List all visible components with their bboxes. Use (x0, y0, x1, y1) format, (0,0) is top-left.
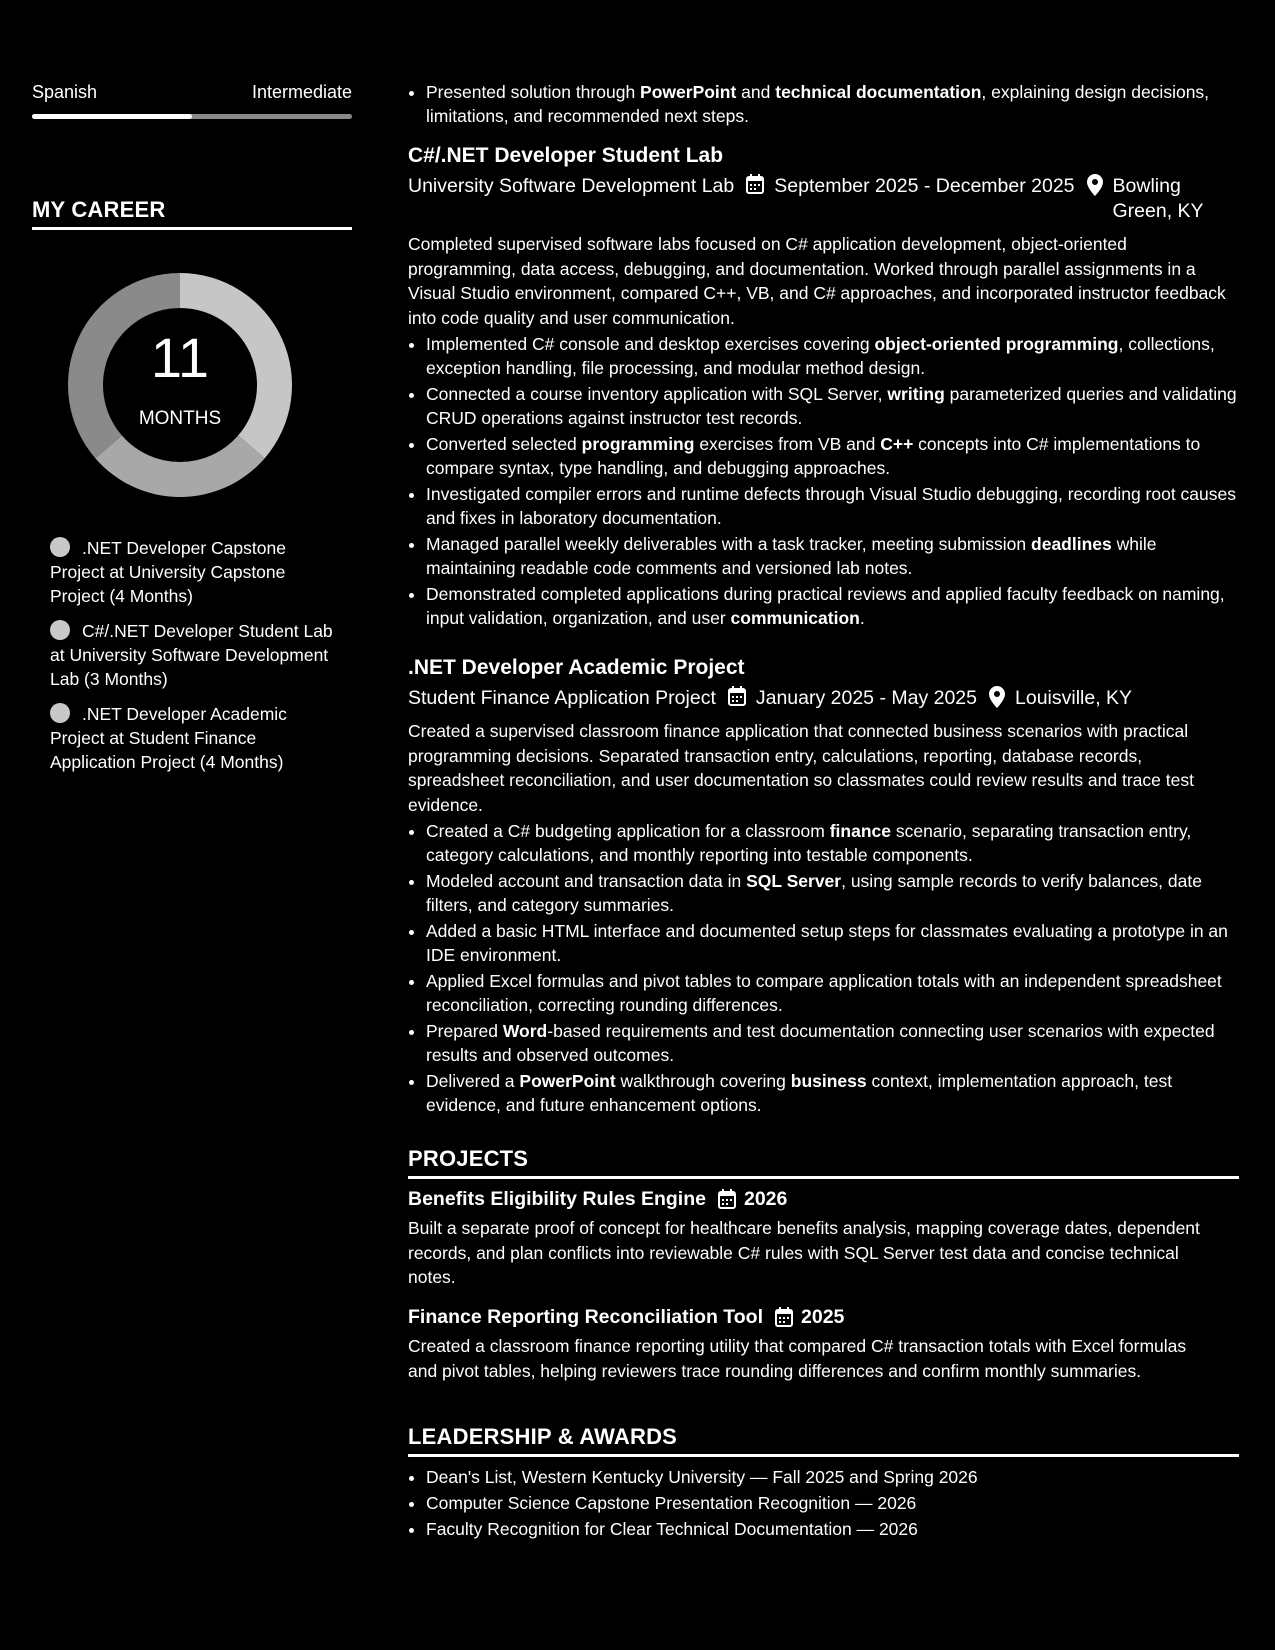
job-org: University Software Development Lab (408, 175, 735, 197)
bullet-item: • Applied Excel formulas and pivot tables to compare application totals with an independent spreadsheet reconciliation, correcting rounding differences. (426, 969, 1238, 1017)
language-row (32, 82, 352, 103)
language-level: Intermediate (251, 82, 352, 102)
bullet-item: • Added a basic HTML interface and documented setup steps for classmates evaluating a prototype in an IDE environment. (426, 919, 1238, 967)
project-item (408, 1304, 1208, 1383)
award-item: • Computer Science Capstone Presentation Recognition — 2026 (426, 1491, 1236, 1515)
donut-unit: MONTHS (138, 408, 222, 429)
calendar-icon (775, 1307, 793, 1327)
career-section-title: MY CAREER (32, 197, 166, 222)
career-section-rule (32, 227, 352, 230)
bullet-item: • Demonstrated completed applications during practical reviews and applied faculty feedback on naming, input validation, organization, and user communication. (426, 582, 1238, 630)
awards-section-rule (408, 1454, 1239, 1457)
calendar-icon (718, 1189, 736, 1209)
language-name: Spanish (32, 82, 98, 102)
job-location: Louisville, KY (1015, 687, 1133, 709)
bullet-item: • Prepared Word-based requirements and test documentation connecting user scenarios with expected results and observed outcomes. (426, 1019, 1238, 1067)
career-dot-icon (50, 703, 70, 723)
bullet-item: • Investigated compiler errors and runtime defects through Visual Studio debugging, recording root causes and fixes in laboratory documentation. (426, 482, 1238, 530)
bullet-item: • Managed parallel weekly deliverables with a task tracker, meeting submission deadlines while maintaining readable code comments and versioned lab notes. (426, 532, 1238, 580)
job-bullets (408, 819, 1238, 1117)
project-year: 2026 (743, 1188, 788, 1210)
donut-number: 11 (150, 326, 210, 389)
award-item: • Faculty Recognition for Clear Technical Documentation — 2026 (426, 1517, 1236, 1541)
job-student-lab (408, 142, 1238, 632)
job-meta (408, 174, 1238, 224)
projects-section-rule (408, 1176, 1239, 1179)
career-item: .NET Developer Capstone Project at University Capstone Project (4 Months) (50, 538, 286, 606)
job-summary: Created a supervised classroom finance application that connected business scenarios with practical programming decisions. Separated transaction entry, calculations, reporting, database records, spreadsheet reconciliation, and user documentation so classmates could review results and trace test evidence. (408, 721, 1194, 815)
awards-section-title: LEADERSHIP & AWARDS (408, 1424, 678, 1449)
language-level-fill (32, 114, 192, 119)
previous-job-bullets (408, 80, 1236, 130)
job-meta (408, 686, 1238, 711)
project-description: Created a classroom finance reporting utility that compared C# transaction totals with Excel formulas and pivot tables, helping reviewers trace rounding differences and confirm monthly summaries. (408, 1336, 1187, 1381)
location-pin-icon (1087, 174, 1103, 196)
job-dates: September 2025 - December 2025 (774, 175, 1075, 197)
award-item: • Dean's List, Western Kentucky University — Fall 2025 and Spring 2026 (426, 1465, 1236, 1489)
job-location: Bowling Green, KY (1112, 175, 1204, 222)
bullet-item: • Created a C# budgeting application for a classroom finance scenario, separating transaction entry, category calculations, and monthly reporting into testable components. (426, 819, 1238, 867)
career-donut-chart (65, 270, 295, 500)
job-title: C#/.NET Developer Student Lab (408, 144, 724, 167)
project-title: Benefits Eligibility Rules Engine (408, 1188, 706, 1210)
location-pin-icon (989, 686, 1005, 708)
job-bullets (408, 332, 1238, 630)
bullet-item: • Connected a course inventory application with SQL Server, writing parameterized queries and validating CRUD operations against instructor test records. (426, 382, 1238, 430)
calendar-icon (728, 686, 746, 706)
career-dot-icon (50, 537, 70, 557)
job-title: .NET Developer Academic Project (408, 656, 745, 679)
bullet-item: • Presented solution through PowerPoint and technical documentation, explaining design decisions, limitations, and recommended next steps. (426, 80, 1236, 128)
bullet-item: • Implemented C# console and desktop exercises covering object-oriented programming, collections, exception handling, file processing, and modular method design. (426, 332, 1238, 380)
job-org: Student Finance Application Project (408, 687, 716, 709)
career-item: C#/.NET Developer Student Lab at University Software Development Lab (3 Months) (50, 621, 333, 689)
job-dates: January 2025 - May 2025 (755, 687, 977, 709)
bullet-item: • Converted selected programming exercises from VB and C++ concepts into C# implementations to compare syntax, type handling, and debugging approaches. (426, 432, 1238, 480)
calendar-icon (746, 174, 764, 194)
career-list (50, 536, 340, 785)
language-level-bar (32, 114, 352, 119)
donut-segment (95, 435, 264, 497)
bullet-item: • Delivered a PowerPoint walkthrough covering business context, implementation approach, test evidence, and future enhancement options. (426, 1069, 1238, 1117)
project-description: Built a separate proof of concept for healthcare benefits analysis, mapping coverage dates, dependent records, and plan conflicts into reviewable C# rules with SQL Server test data and concise technical notes. (408, 1218, 1200, 1287)
awards-list (408, 1465, 1236, 1543)
career-item: .NET Developer Academic Project at Student Finance Application Project (4 Months) (50, 704, 287, 772)
project-title-row (408, 1186, 1208, 1212)
project-title-row (408, 1304, 1208, 1330)
job-academic-project (408, 654, 1238, 1119)
projects-section-title: PROJECTS (408, 1146, 529, 1171)
project-title: Finance Reporting Reconciliation Tool (408, 1306, 763, 1328)
project-item (408, 1186, 1208, 1290)
career-dot-icon (50, 620, 70, 640)
job-summary: Completed supervised software labs focused on C# application development, object-oriented programming, data access, debugging, and documentation. Worked through parallel assignments in a Visual Studio environment, compared C++, VB, and C# approaches, and incorporated instructor feedback into code quality and user communication. (408, 234, 1226, 328)
project-year: 2025 (801, 1306, 845, 1328)
bullet-item: • Modeled account and transaction data in SQL Server, using sample records to verify balances, date filters, and category summaries. (426, 869, 1238, 917)
